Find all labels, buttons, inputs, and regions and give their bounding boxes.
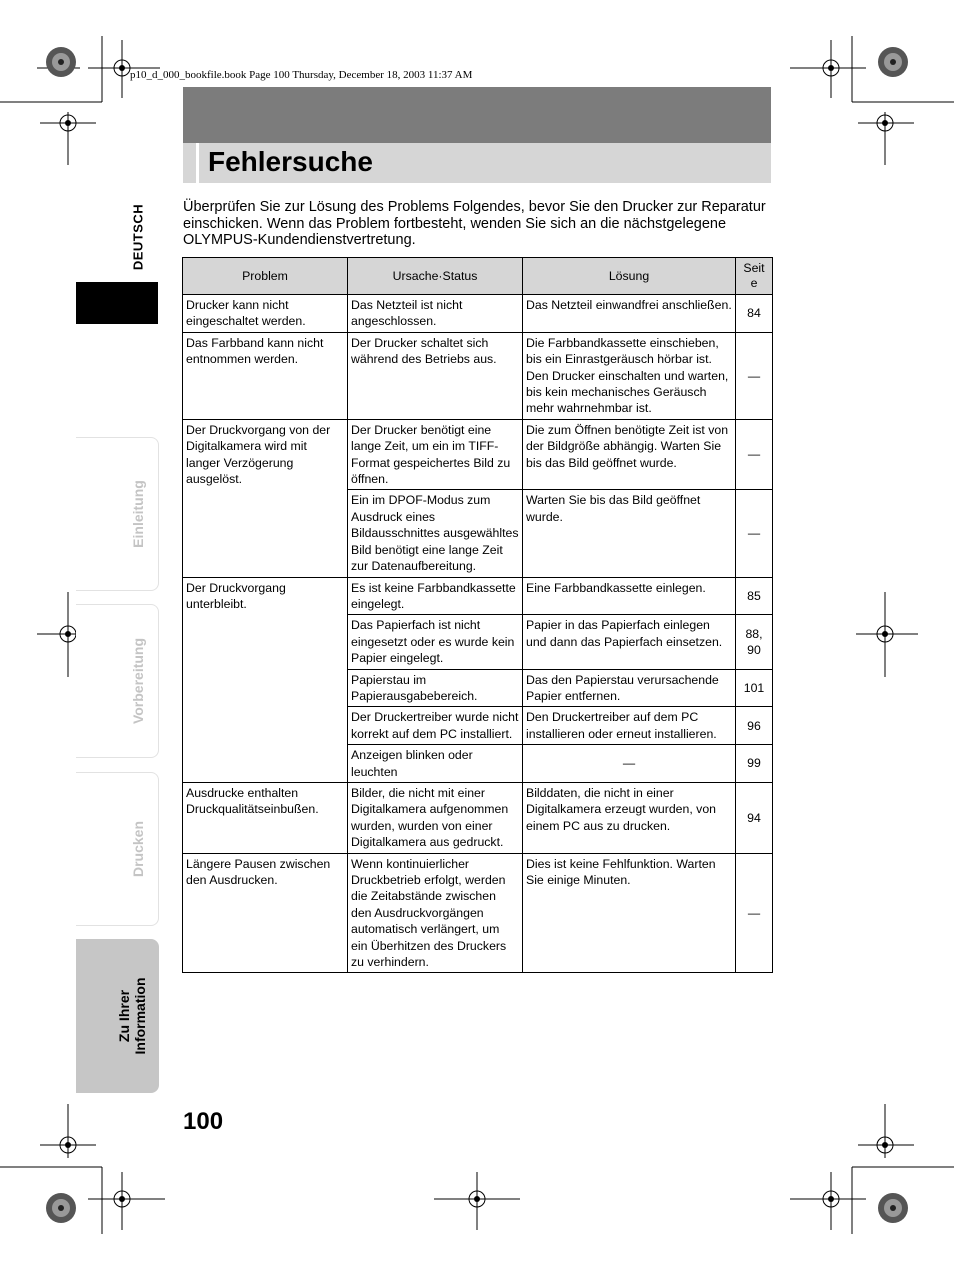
language-label: DEUTSCH bbox=[130, 203, 146, 271]
cause-cell: Ein im DPOF-Modus zum Ausdruck eines Bildausschnittes ausgewähltes Bild benötigt eine lange Zeit zur Datenaufbereitung. bbox=[348, 490, 523, 577]
tab-label: Drucken bbox=[130, 820, 146, 878]
file-header-line: p10_d_000_bookfile.book Page 100 Thursday, December 18, 2003 11:37 AM bbox=[130, 69, 473, 81]
page-cell: 101 bbox=[736, 669, 773, 707]
page-cell: 84 bbox=[736, 295, 773, 333]
tab-zu-ihrer-information[interactable] bbox=[76, 939, 159, 1093]
column-header-solution: Lösung bbox=[523, 258, 736, 295]
cause-cell: Der Drucker schaltet sich während des Betriebs aus. bbox=[348, 332, 523, 419]
table-row bbox=[183, 577, 773, 615]
table-row bbox=[183, 332, 773, 419]
cause-cell: Der Drucker benötigt eine lange Zeit, um ein im TIFF-Format gespeichertes Bild zu öffnen. bbox=[348, 419, 523, 490]
cause-cell: Papierstau im Papierausgabebereich. bbox=[348, 669, 523, 707]
language-marker bbox=[76, 282, 158, 324]
solution-cell: Dies ist keine Fehlfunktion. Warten Sie einige Minuten. bbox=[523, 853, 736, 973]
problem-cell: Der Druckvorgang unterbleibt. bbox=[183, 577, 348, 782]
cause-cell: Es ist keine Farbbandkassette eingelegt. bbox=[348, 577, 523, 615]
solution-cell: Die zum Öffnen benötigte Zeit ist von der Bildgröße abhängig. Warten Sie bis das Bild geöffnet wurde. bbox=[523, 419, 736, 490]
solution-cell: Papier in das Papierfach einlegen und dann das Papierfach einsetzen. bbox=[523, 615, 736, 669]
page-cell: — bbox=[736, 332, 773, 419]
solution-cell: Bilddaten, die nicht in einer Digitalkamera erzeugt wurden, von einem PC aus zu drucken. bbox=[523, 782, 736, 853]
column-header-page: Seit e bbox=[736, 258, 773, 295]
column-header-cause: Ursache·Status bbox=[348, 258, 523, 295]
problem-cell: Drucker kann nicht eingeschaltet werden. bbox=[183, 295, 348, 333]
tab-vorbereitung[interactable] bbox=[76, 604, 159, 758]
cause-cell: Anzeigen blinken oder leuchten bbox=[348, 745, 523, 783]
tab-einleitung[interactable] bbox=[76, 437, 159, 591]
problem-cell: Das Farbband kann nicht entnommen werden. bbox=[183, 332, 348, 419]
troubleshooting-table bbox=[182, 257, 773, 973]
cause-cell: Das Netzteil ist nicht angeschlossen. bbox=[348, 295, 523, 333]
page-title: Fehlersuche bbox=[208, 146, 373, 177]
page-cell: — bbox=[736, 490, 773, 577]
title-banner-top bbox=[183, 87, 771, 143]
intro-paragraph: Überprüfen Sie zur Lösung des Problems Folgendes, bevor Sie den Drucker zur Reparatur einschicken. Wenn das Problem fortbesteht, wenden Sie sich an die nächstgelegene OLYMPUS-Kundendienstvertretung. bbox=[183, 199, 766, 248]
problem-cell: Ausdrucke enthalten Druckqualitätseinbußen. bbox=[183, 782, 348, 853]
tab-label: Einleitung bbox=[130, 480, 146, 548]
table-row bbox=[183, 295, 773, 333]
table-row bbox=[183, 853, 773, 973]
title-banner-edge bbox=[196, 143, 199, 183]
column-header-problem: Problem bbox=[183, 258, 348, 295]
page-cell: 96 bbox=[736, 707, 773, 745]
page-cell: 85 bbox=[736, 577, 773, 615]
page-cell: 94 bbox=[736, 782, 773, 853]
solution-cell: — bbox=[523, 745, 736, 783]
tab-drucken[interactable] bbox=[76, 772, 159, 926]
cause-cell: Wenn kontinuierlicher Druckbetrieb erfolgt, werden die Zeitabstände zwischen den Ausdruckvorgängen automatisch verlängert, um ein Überhitzen des Druckers zu verhindern. bbox=[348, 853, 523, 973]
tab-label: Zu Ihrer Information bbox=[116, 977, 148, 1055]
tab-label: Vorbereitung bbox=[130, 637, 146, 725]
page-cell: 99 bbox=[736, 745, 773, 783]
problem-cell: Längere Pausen zwischen den Ausdrucken. bbox=[183, 853, 348, 973]
solution-cell: Das Netzteil einwandfrei anschließen. bbox=[523, 295, 736, 333]
page-number: 100 bbox=[183, 1108, 224, 1135]
table-row bbox=[183, 419, 773, 490]
problem-cell: Der Druckvorgang von der Digitalkamera wird mit langer Verzögerung ausgelöst. bbox=[183, 419, 348, 577]
solution-cell: Den Druckertreiber auf dem PC installieren oder erneut installieren. bbox=[523, 707, 736, 745]
solution-cell: Warten Sie bis das Bild geöffnet wurde. bbox=[523, 490, 736, 577]
cause-cell: Der Druckertreiber wurde nicht korrekt auf dem PC installiert. bbox=[348, 707, 523, 745]
cause-cell: Das Papierfach ist nicht eingesetzt oder es wurde kein Papier eingelegt. bbox=[348, 615, 523, 669]
page-cell: 88, 90 bbox=[736, 615, 773, 669]
solution-cell: Die Farbbandkassette einschieben, bis ein Einrastgeräusch hörbar ist. Den Drucker einschalten und warten, bis kein mechanisches Geräusch mehr wahrnehmbar ist. bbox=[523, 332, 736, 419]
table-header-row bbox=[183, 258, 773, 295]
table-row bbox=[183, 782, 773, 853]
page-cell: — bbox=[736, 419, 773, 490]
page-cell: — bbox=[736, 853, 773, 973]
solution-cell: Eine Farbbandkassette einlegen. bbox=[523, 577, 736, 615]
cause-cell: Bilder, die nicht mit einer Digitalkamera aufgenommen wurden, wurden von einer Digitalkamera aus gedruckt. bbox=[348, 782, 523, 853]
solution-cell: Das den Papierstau verursachende Papier entfernen. bbox=[523, 669, 736, 707]
